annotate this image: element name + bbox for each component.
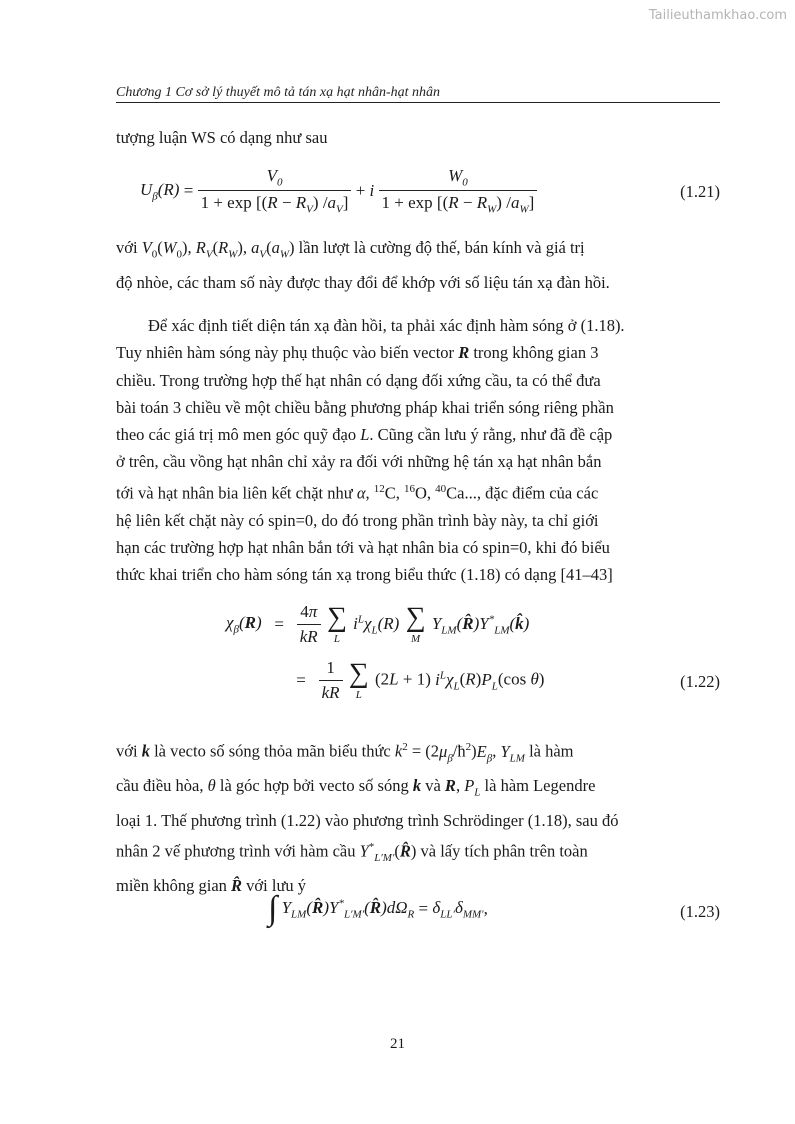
header-rule <box>116 102 720 103</box>
paragraph-wave-vector: với k là vecto số sóng thỏa mãn biểu thức $k^2$ = $(2\mu_\beta/ħ^2)E_\beta$, $Y_{LM}$ là hàm cầu điều hòa, θ là góc hợp bởi vecto số sóng k và R, $P_L$ là hàm Legendre loại 1. Thế phương trình (1.22) vào phương trình Schrödinger (1.18), sau đó nhân 2 vế phương trình với hàm cầu $Y^*_{L'M'}(R̂)$ và lấy tích phân trên toàn miền không gian R̂ với lưu ý <box>116 741 619 896</box>
equation-number: (1.23) <box>680 902 720 921</box>
paragraph-intro <box>116 124 720 151</box>
equation-number: (1.22) <box>680 672 720 691</box>
page-number: 21 <box>390 1036 405 1052</box>
equation-1-23: ∫ $Y_{LM}(R̂)Y^*_{L'M'}(R̂)d\Omega_R = \delta_{LL'}\delta_{MM'}$, (1.23) <box>268 890 720 927</box>
equation-number: (1.21) <box>680 182 720 201</box>
watermark: Tailieuthamkhao.com <box>648 8 787 23</box>
intro-text: tượng luận WS có dạng như sau <box>116 128 328 147</box>
equation-1-21: $U_\beta(R)$ = $\frac{V_0}{1 + \exp [(R - R_V) /a_V]}$ + i $\frac{W_0}{1 + \exp [(R - R_W) /a_W]}$ (1.21) <box>140 166 720 216</box>
paragraph-parameters: với $V_0(W_0)$, $R_V(R_W)$, $a_V(a_W)$ lần lượt là cường độ thế, bán kính và giá trị độ nhòe, các tham số này được thay đổi để khớp với số liệu tán xạ đàn hồi. <box>116 238 610 292</box>
running-head: Chương 1 Cơ sở lý thuyết mô tả tán xạ hạt nhân-hạt nhân <box>116 85 441 100</box>
paragraph-cross-section: Để xác định tiết diện tán xạ đàn hồi, ta phải xác định hàm sóng ở (1.18). Tuy nhiên hàm sóng này phụ thuộc vào biến vector R trong không gian 3 chiều. Trong trường hợp thế hạt nhân có dạng đối xứng cầu, ta có thể đưa bài toán 3 chiều về một chiều bằng phương pháp khai triển sóng riêng phần theo các giá trị mô men góc quỹ đạo L. Cũng cần lưu ý rằng, như đã đề cập ở trên, cầu vồng hạt nhân chỉ xảy ra đối với những hệ tán xạ hạt nhân bắn tới và hạt nhân bia liên kết chặt như α, $^{12}$C, $^{16}$O, $^{40}$Ca..., đặc điểm của các hệ liên kết chặt này có spin=0, do đó trong phần trình bày này, ta chỉ giới hạn các trường hợp hạt nhân bắn tới và hạt nhân bia có spin=0, khi đó biểu thức khai triển cho hàm sóng tán xạ trong biểu thức (1.18) có dạng [41–43] <box>116 316 625 585</box>
equation-1-22: $\chi_\beta(R)$ = $\frac{4\pi}{kR}$ ∑ L $i^L\chi_L(R)$ ∑ M $Y_{LM}(R̂)Y^*_{LM}(k̂)$ = $\frac{1}{kR}$ ∑ L (2L + 1) $i^L\chi_L(R)P_L(\cos$ θ) (1.22) <box>226 602 720 702</box>
